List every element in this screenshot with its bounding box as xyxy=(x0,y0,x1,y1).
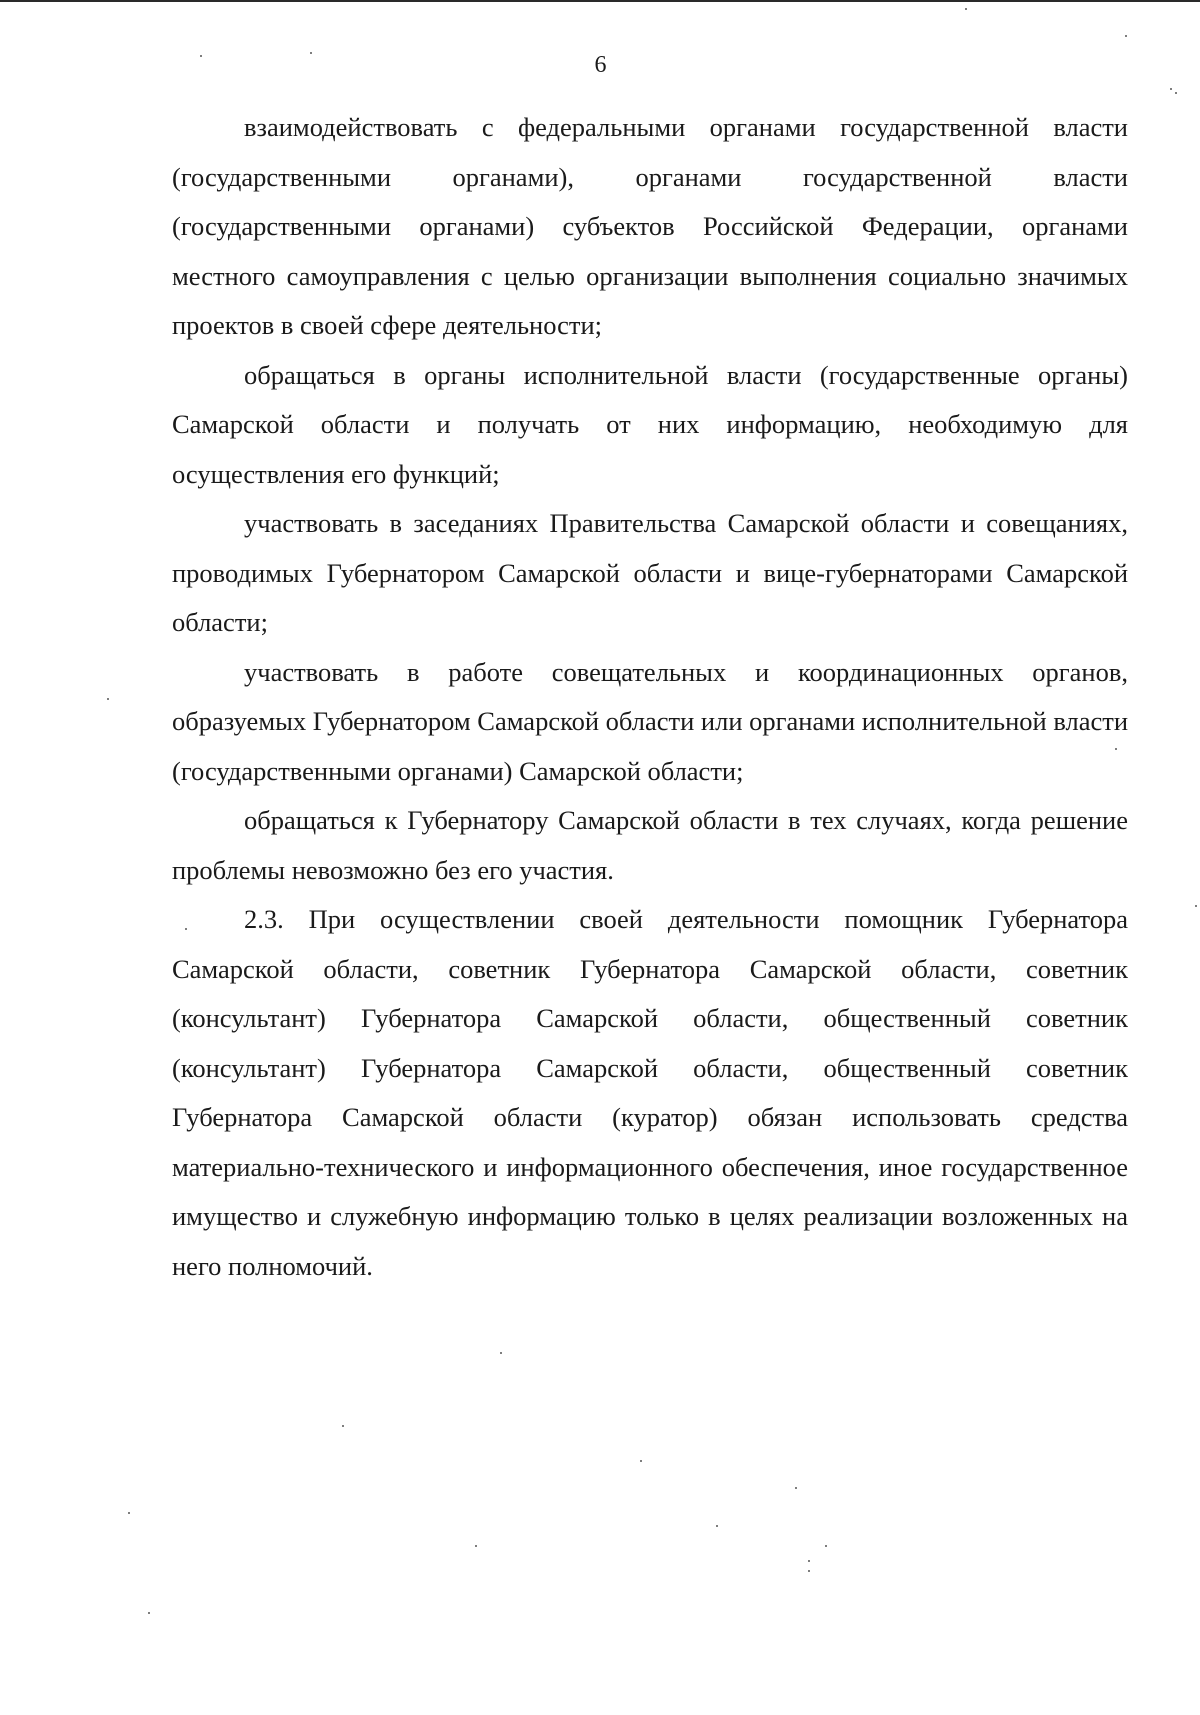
scan-speck xyxy=(1125,35,1127,37)
scan-speck xyxy=(475,1545,477,1547)
paragraph-interact-federal: взаимодействовать с федеральными органами государственной власти (государственными органами), органами государственной власти (государственными органами) субъектов Российской Федерации, органами местного самоуправления с целью организации выполнения социально значимых проектов в своей сфере деятельности; xyxy=(172,112,1128,340)
scan-speck xyxy=(1195,905,1197,907)
document-body xyxy=(172,103,1128,1291)
paragraph-appeal-governor: обращаться к Губернатору Самарской области в тех случаях, когда решение проблемы невозможно без его участия. xyxy=(172,805,1128,885)
scan-speck xyxy=(795,1487,797,1489)
paragraph-participate-meetings: участвовать в заседаниях Правительства Самарской области и совещаниях, проводимых Губернатором Самарской области и вице-губернаторами Самарской области; xyxy=(172,508,1128,637)
scan-speck xyxy=(185,928,187,930)
scan-speck xyxy=(310,52,312,54)
scan-speck xyxy=(148,1612,150,1614)
scan-speck xyxy=(500,1352,502,1354)
paragraph-participate-bodies: участвовать в работе совещательных и координационных органов, образуемых Губернатором Самарской области или органами исполнительной власти (государственными органами) Самарской области; xyxy=(172,656,1128,786)
scan-speck xyxy=(825,1545,827,1547)
page-number: 6 xyxy=(594,52,607,78)
scan-speck xyxy=(107,698,109,700)
scan-speck xyxy=(640,1460,642,1462)
scan-speck xyxy=(716,1525,718,1527)
scan-speck xyxy=(1170,88,1172,90)
scan-speck xyxy=(342,1425,344,1427)
scan-speck xyxy=(1175,92,1177,94)
scan-speck xyxy=(200,55,202,57)
scan-speck xyxy=(808,1560,810,1562)
scan-speck xyxy=(1115,748,1117,750)
scan-speck xyxy=(808,1570,810,1572)
scan-speck xyxy=(965,8,967,10)
top-border-line xyxy=(0,0,1200,2)
scan-speck xyxy=(128,1512,130,1514)
paragraph-section-2-3: 2.3. При осуществлении своей деятельности помощник Губернатора Самарской области, советник Губернатора Самарской области, советник (консультант) Губернатора Самарской области, общественный советник (консультант) Губернатора Самарской области, общественный советник Губернатора Самарской области (куратор) обязан использовать средства материально-технического и информационного обеспечения, иное государственное имущество и служебную информацию только в целях реализации возложенных на него полномочий. xyxy=(172,904,1128,1281)
paragraph-request-information: обращаться в органы исполнительной власти (государственные органы) Самарской области и получать от них информацию, необходимую для осуществления его функций; xyxy=(172,359,1128,489)
